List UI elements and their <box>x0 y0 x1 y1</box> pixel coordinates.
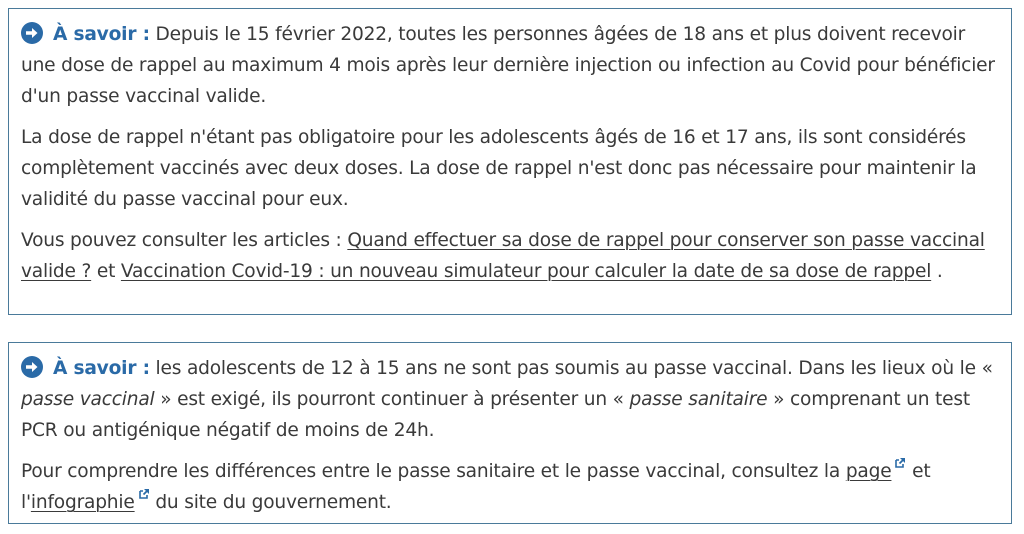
articles-middle: et <box>91 261 121 282</box>
notice-paragraph-articles <box>21 225 1001 287</box>
arrow-right-circle-icon <box>21 356 43 378</box>
link-infographie[interactable]: infographie <box>30 492 135 513</box>
notice-label: À savoir : <box>53 24 150 45</box>
teens-em-passe-vaccinal: passe vaccinal <box>21 389 155 410</box>
articles-prefix: Vous pouvez consulter les articles : <box>21 230 348 251</box>
teens-text-b: » est exigé, ils pourront continuer à présenter un « <box>154 389 630 410</box>
notice-box-booster <box>8 8 1012 315</box>
teens-em-passe-sanitaire: passe sanitaire <box>629 389 768 410</box>
external-link-icon <box>138 488 150 500</box>
notice-label: À savoir : <box>53 358 150 379</box>
notice-paragraph-differences <box>21 456 1001 518</box>
notice-text: Depuis le 15 février 2022, toutes les personnes âgées de 18 ans et plus doivent recevoir une dose de rappel au maximum 4 mois après leur dernière injection ou infection au Covid pour bénéficier d'un passe vaccinal valide. <box>21 24 995 107</box>
link-page[interactable]: page <box>845 461 892 482</box>
notice-paragraph-teens: La dose de rappel n'étant pas obligatoire pour les adolescents âgés de 16 et 17 ans, ils sont considérés complètement vaccinés avec deux doses. La dose de rappel n'est donc pas nécessaire pour maintenir la validité du passe vaccinal pour eux. <box>21 127 977 210</box>
link-booster-simulator[interactable]: Vaccination Covid-19 : un nouveau simulateur pour calculer la date de sa dose de rappel <box>120 261 932 282</box>
link-booster-timing[interactable]: Quand effectuer sa dose de rappel pour conserver son passe vaccinal valide ? <box>21 230 985 282</box>
diff-text-b: et l' <box>21 461 931 513</box>
notice-paragraph-intro <box>21 19 1001 112</box>
notice-box-teens <box>8 342 1012 524</box>
articles-suffix: . <box>931 261 943 282</box>
notice-paragraph-teens-pass <box>21 353 1001 446</box>
teens-text-a: les adolescents de 12 à 15 ans ne sont pas soumis au passe vaccinal. Dans les lieux où le « <box>155 358 993 379</box>
arrow-right-circle-icon <box>21 22 43 44</box>
diff-text-c: du site du gouvernement. <box>149 492 392 513</box>
teens-text-c: » comprenant un test PCR ou antigénique négatif de moins de 24h. <box>21 389 970 441</box>
external-link-icon <box>894 457 906 469</box>
diff-text-a: Pour comprendre les différences entre le passe sanitaire et le passe vaccinal, consultez la <box>21 461 846 482</box>
